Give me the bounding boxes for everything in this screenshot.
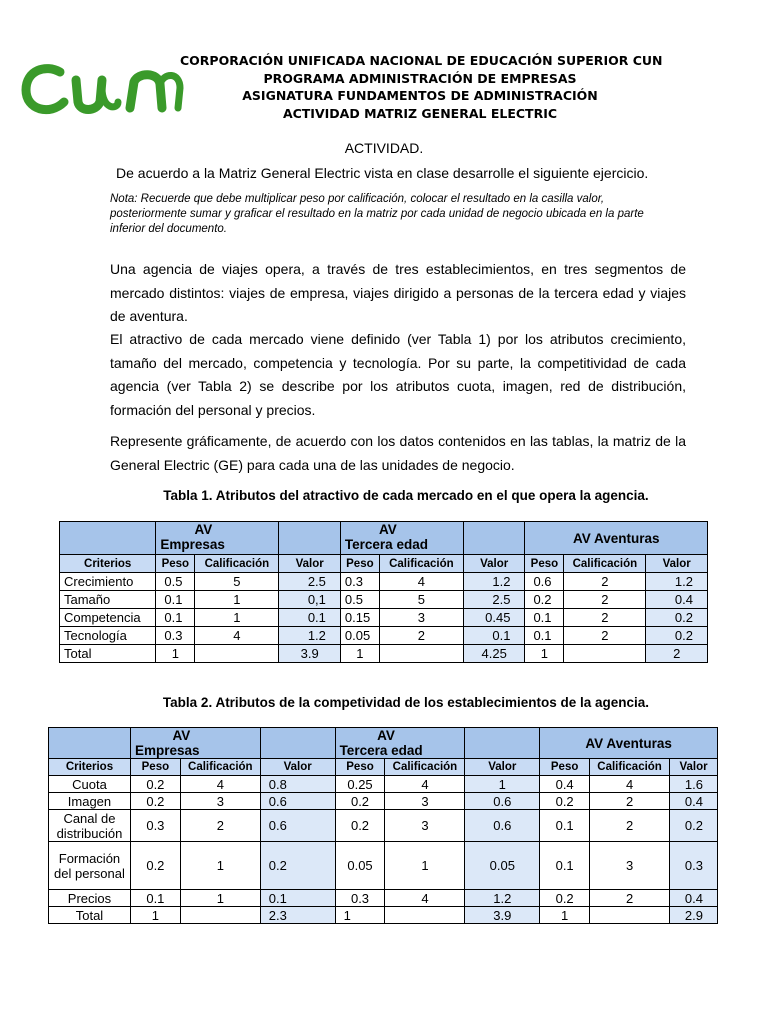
table-row — [60, 591, 708, 609]
table2-corner — [49, 728, 131, 759]
table2-criterion: Imagen — [49, 793, 131, 810]
table2-cell: 4 — [385, 776, 465, 793]
table1-cell: 2 — [379, 627, 463, 645]
table-row — [60, 609, 708, 627]
table2-cell: 1 — [335, 907, 385, 924]
paragraph-1: Una agencia de viajes opera, a través de tres establecimientos, en tres segmentos de mercado distintos: viajes de empresa, viajes dirigido a personas de la tercera edad y viajes de aventura. — [110, 261, 686, 324]
table1-column-headers — [60, 555, 708, 573]
table-row — [49, 810, 718, 842]
table1-group-spacer — [279, 522, 341, 555]
table1-cell: 0.1 — [156, 591, 195, 609]
table1-value-cell: 2.5 — [279, 573, 341, 591]
table2-value-cell: 0.6 — [260, 810, 335, 842]
table2-cell: 0.2 — [540, 793, 590, 810]
table1-cell: 2 — [564, 573, 646, 591]
table2-criterion: Canal de distribución — [49, 810, 131, 842]
table1-cell: 0.5 — [156, 573, 195, 591]
header-activity: ACTIVIDAD MATRIZ GENERAL ELECTRIC — [282, 105, 558, 121]
table2-cell: 3 — [385, 793, 465, 810]
table2-cell: 3 — [590, 842, 670, 890]
table2-cell: 2 — [590, 890, 670, 907]
table1-group-tercera-top: AV — [379, 522, 397, 537]
table1-value-cell: 0.1 — [279, 609, 341, 627]
table1-cell: 0.05 — [340, 627, 379, 645]
table1-criterion: Crecimiento — [60, 573, 156, 591]
table1-value-cell: 2 — [646, 645, 708, 663]
table2-col-header: Calificación — [590, 759, 670, 776]
table2-cell: 0.2 — [540, 890, 590, 907]
table1-cell: 2 — [564, 591, 646, 609]
table2-col-header: Calificación — [180, 759, 260, 776]
table1-cell: 5 — [195, 573, 279, 591]
table2-cell: 4 — [385, 890, 465, 907]
table2-value-cell: 2.9 — [670, 907, 718, 924]
table-row-total — [60, 645, 708, 663]
instruction-text: De acuerdo a la Matriz General Electric vista en clase desarrolle el siguiente ejercicio. — [116, 165, 649, 181]
activity-title: ACTIVIDAD. — [344, 140, 424, 156]
table1-cell: 1 — [525, 645, 564, 663]
table2-value-cell: 1.6 — [670, 776, 718, 793]
table2-value-cell: 1.2 — [465, 890, 540, 907]
table1-value-cell: 4.25 — [463, 645, 525, 663]
table1-cell: 5 — [379, 591, 463, 609]
table2-col-header: Peso — [540, 759, 590, 776]
table1-group-tercera-bottom: Tercera edad — [344, 537, 428, 552]
table1-value-cell: 1.2 — [646, 573, 708, 591]
table2-cell: 0.2 — [130, 793, 180, 810]
table1-cell: 0.3 — [156, 627, 195, 645]
table2-cell: 1 — [180, 842, 260, 890]
table2-col-header: Calificación — [385, 759, 465, 776]
table1-criterion: Competencia — [60, 609, 156, 627]
table2-cell: 0.1 — [540, 842, 590, 890]
table1-value-cell: 0.45 — [463, 609, 525, 627]
table1-cell: 0.1 — [525, 627, 564, 645]
table2-group-spacer — [465, 728, 540, 759]
table1-group-tercera — [340, 522, 463, 555]
table2-cell: 2 — [590, 810, 670, 842]
table2-cell: 3 — [180, 793, 260, 810]
table2-criterion: Formación del personal — [49, 842, 131, 890]
table1-cell: 1 — [156, 645, 195, 663]
table2-value-cell: 0.4 — [670, 890, 718, 907]
table2-value-cell: 3.9 — [465, 907, 540, 924]
table2-group-tercera — [335, 728, 465, 759]
table2-col-header: Peso — [335, 759, 385, 776]
table2-value-cell: 0.8 — [260, 776, 335, 793]
table2-cell: 1 — [180, 890, 260, 907]
table1-cell: 0.2 — [525, 591, 564, 609]
table1-value-cell: 0.1 — [463, 627, 525, 645]
table2-cell: 0.2 — [335, 793, 385, 810]
table1-criterion: Tamaño — [60, 591, 156, 609]
table1-value-cell: 2.5 — [463, 591, 525, 609]
table1-cell: 1 — [195, 609, 279, 627]
table2-cell: 3 — [385, 810, 465, 842]
table1-value-cell: 1.2 — [463, 573, 525, 591]
table2-cell: 1 — [385, 842, 465, 890]
table2-value-cell: 0.05 — [465, 842, 540, 890]
paragraph-2: El atractivo de cada mercado viene definido (ver Tabla 1) por los atributos crecimiento, tamaño del mercado, competencia y tecnología. Por su parte, la competitividad de cada agencia (ver Tabla 2) se describe por los atributos cuota, imagen, red de distribución, formación del personal y precios. — [110, 331, 686, 418]
table1-cell: 1 — [195, 591, 279, 609]
table2-cell: 4 — [180, 776, 260, 793]
table2-cell: 0.2 — [335, 810, 385, 842]
table-row — [60, 573, 708, 591]
table1-cell: 4 — [379, 573, 463, 591]
table2-criterion: Precios — [49, 890, 131, 907]
table2-group-empresas-top: AV — [172, 728, 191, 743]
table1-col-header: Calificación — [379, 555, 463, 573]
table1-group-empresas-top: AV — [194, 522, 213, 537]
header-institution: CORPORACIÓN UNIFICADA NACIONAL DE EDUCACIÓN SUPERIOR CUN — [180, 53, 663, 68]
table-row-total — [49, 907, 718, 924]
table1-value-cell: 0.2 — [646, 609, 708, 627]
table1-cell: 3 — [379, 609, 463, 627]
table1-col-header: Criterios — [60, 555, 156, 573]
table1-criterion: Tecnología — [60, 627, 156, 645]
table2-cell: 0.2 — [130, 842, 180, 890]
table2-col-header: Criterios — [49, 759, 131, 776]
table2-cell: 1 — [540, 907, 590, 924]
table1-col-header: Valor — [463, 555, 525, 573]
table1-cell: 0.3 — [340, 573, 379, 591]
table2-cell: 0.3 — [130, 810, 180, 842]
table1-caption: Tabla 1. Atributos del atractivo de cada mercado en el que opera la agencia. — [163, 488, 649, 503]
table1-col-header: Calificación — [564, 555, 646, 573]
table2-cell: 0.3 — [335, 890, 385, 907]
table2-group-tercera-top: AV — [377, 728, 395, 743]
table2-col-header: Valor — [465, 759, 540, 776]
table2-cell — [590, 907, 670, 924]
table2-value-cell: 0.6 — [465, 810, 540, 842]
table-row — [49, 890, 718, 907]
table-row — [49, 842, 718, 890]
table2-group-empresas-bottom: Empresas — [134, 743, 200, 758]
table1-cell: 2 — [564, 627, 646, 645]
table1-group-aventuras: AV Aventuras — [525, 522, 708, 555]
table2-value-cell: 0.4 — [670, 793, 718, 810]
table2-cell: 2 — [180, 810, 260, 842]
cun-logo — [18, 58, 188, 118]
table1-cell: 1 — [340, 645, 379, 663]
table-row — [49, 776, 718, 793]
paragraph-3: Represente gráficamente, de acuerdo con los datos contenidos en las tablas, la matriz de la General Electric (GE) para cada una de las unidades de negocio. — [110, 433, 686, 473]
table2-criterion: Total — [49, 907, 131, 924]
table2-cell: 0.1 — [130, 890, 180, 907]
table2-column-headers — [49, 759, 718, 776]
table2-group-aventuras: AV Aventuras — [540, 728, 718, 759]
table1-value-cell: 0,1 — [279, 591, 341, 609]
note-text: Nota: Recuerde que debe multiplicar peso por calificación, colocar el resultado en la casilla valor, posteriormente sumar y graficar el resultado en la matriz por cada unidad de negocio ubicada en la parte inferior del documento. — [110, 193, 644, 235]
table1-col-header: Peso — [156, 555, 195, 573]
table2-cell: 0.05 — [335, 842, 385, 890]
table1-group-spacer — [463, 522, 525, 555]
table1-group-empresas — [156, 522, 279, 555]
table1-col-header: Valor — [279, 555, 341, 573]
table2-group-empresas — [130, 728, 260, 759]
table2-cell — [385, 907, 465, 924]
table1-corner — [60, 522, 156, 555]
table2-group-spacer — [260, 728, 335, 759]
table1-criterion: Total — [60, 645, 156, 663]
table2 — [48, 727, 718, 924]
table1-col-header: Peso — [525, 555, 564, 573]
table2-col-header: Valor — [670, 759, 718, 776]
table2-value-cell: 0.3 — [670, 842, 718, 890]
document-header — [180, 52, 663, 122]
table1 — [59, 521, 708, 663]
table2-cell: 0.2 — [130, 776, 180, 793]
table1-cell: 0.1 — [156, 609, 195, 627]
table2-cell: 0.25 — [335, 776, 385, 793]
header-program: PROGRAMA ADMINISTRACIÓN DE EMPRESAS — [263, 70, 577, 86]
table2-cell: 2 — [590, 793, 670, 810]
table2-value-cell: 0.6 — [260, 793, 335, 810]
table2-caption: Tabla 2. Atributos de la competividad de los establecimientos de la agencia. — [162, 695, 650, 710]
table1-col-header: Valor — [646, 555, 708, 573]
table1-col-header: Calificación — [195, 555, 279, 573]
table1-cell — [379, 645, 463, 663]
table1-cell: 4 — [195, 627, 279, 645]
table2-cell: 0.1 — [540, 810, 590, 842]
table1-cell: 2 — [564, 609, 646, 627]
table1-cell — [195, 645, 279, 663]
table1-group-empresas-bottom: Empresas — [160, 537, 225, 552]
table2-cell — [180, 907, 260, 924]
table2-group-tercera-bottom: Tercera edad — [339, 743, 423, 758]
table1-value-cell: 0.2 — [646, 627, 708, 645]
table2-value-cell: 1 — [465, 776, 540, 793]
table2-col-header: Valor — [260, 759, 335, 776]
table2-cell: 1 — [130, 907, 180, 924]
table1-cell: 0.15 — [340, 609, 379, 627]
header-subject: ASIGNATURA FUNDAMENTOS DE ADMINISTRACIÓN — [242, 88, 598, 103]
table2-cell: 0.4 — [540, 776, 590, 793]
table2-criterion: Cuota — [49, 776, 131, 793]
table1-value-cell: 3.9 — [279, 645, 341, 663]
table2-value-cell: 0.2 — [260, 842, 335, 890]
table2-value-cell: 0.1 — [260, 890, 335, 907]
table1-col-header: Peso — [340, 555, 379, 573]
table2-value-cell: 0.2 — [670, 810, 718, 842]
table1-cell: 0.6 — [525, 573, 564, 591]
table-row — [49, 793, 718, 810]
table-row — [60, 627, 708, 645]
table1-value-cell: 0.4 — [646, 591, 708, 609]
table1-cell: 0.5 — [340, 591, 379, 609]
table1-value-cell: 1.2 — [279, 627, 341, 645]
table2-value-cell: 0.6 — [465, 793, 540, 810]
table2-cell: 4 — [590, 776, 670, 793]
table1-cell — [564, 645, 646, 663]
table1-cell: 0.1 — [525, 609, 564, 627]
table2-col-header: Peso — [130, 759, 180, 776]
table2-value-cell: 2.3 — [260, 907, 335, 924]
